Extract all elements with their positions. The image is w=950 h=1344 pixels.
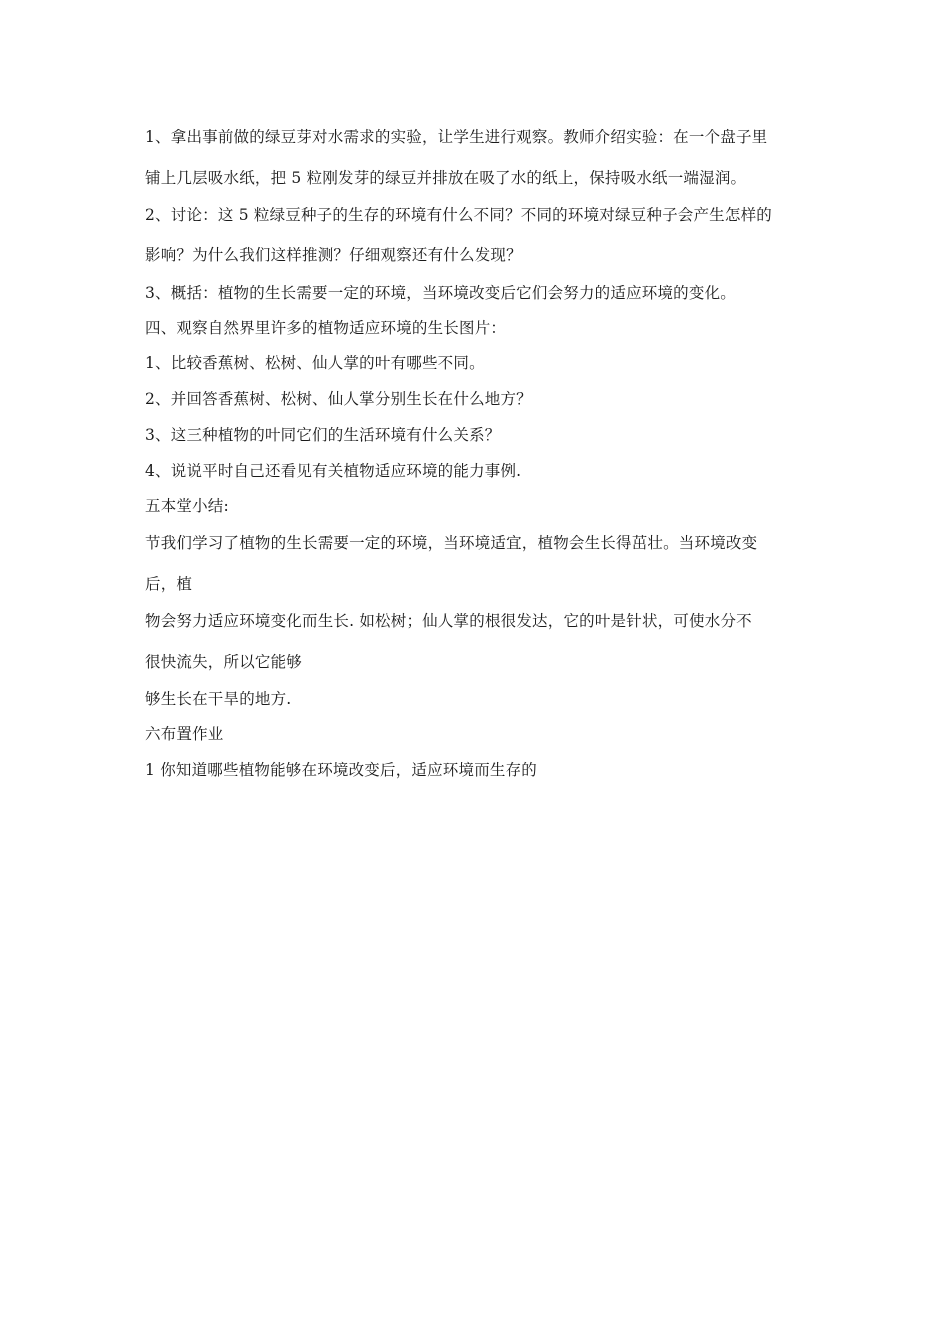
text-line: 2、讨论：这 5 粒绿豆种子的生存的环境有什么不同？不同的环境对绿豆种子会产生怎样的 [145, 206, 772, 224]
text-line: 3、这三种植物的叶同它们的生活环境有什么关系？ [145, 426, 501, 444]
text-line: 影响？为什么我们这样推测？仔细观察还有什么发现？ [145, 246, 522, 264]
text-line: 物会努力适应环境变化而生长. 如松树；仙人掌的根很发达，它的叶是针状，可使水分不 [145, 612, 752, 630]
text-line: 1、比较香蕉树、松树、仙人掌的叶有哪些不同。 [145, 354, 485, 372]
text-line: 1 你知道哪些植物能够在环境改变后，适应环境而生存的 [145, 761, 537, 779]
section-heading: 六布置作业 [145, 725, 224, 743]
text-line: 2、并回答香蕉树、松树、仙人掌分别生长在什么地方？ [145, 390, 532, 408]
section-heading: 五本堂小结: [145, 497, 229, 515]
text-line: 节我们学习了植物的生长需要一定的环境，当环境适宜，植物会生长得茁壮。当环境改变 [145, 534, 758, 552]
text-line: 后，植 [145, 575, 193, 593]
text-line: 4、说说平时自己还看见有关植物适应环境的能力事例. [145, 462, 522, 480]
text-line: 够生长在干旱的地方. [145, 690, 292, 708]
text-line: 1、拿出事前做的绿豆芽对水需求的实验，让学生进行观察。教师介绍实验：在一个盘子里 [145, 128, 768, 146]
text-line: 很快流失，所以它能够 [145, 653, 303, 671]
text-line: 3、概括：植物的生长需要一定的环境，当环境改变后它们会努力的适应环境的变化。 [145, 284, 736, 302]
text-line: 铺上几层吸水纸，把 5 粒刚发芽的绿豆并排放在吸了水的纸上，保持吸水纸一端湿润。 [145, 169, 747, 187]
section-heading: 四、观察自然界里许多的植物适应环境的生长图片： [145, 319, 507, 337]
